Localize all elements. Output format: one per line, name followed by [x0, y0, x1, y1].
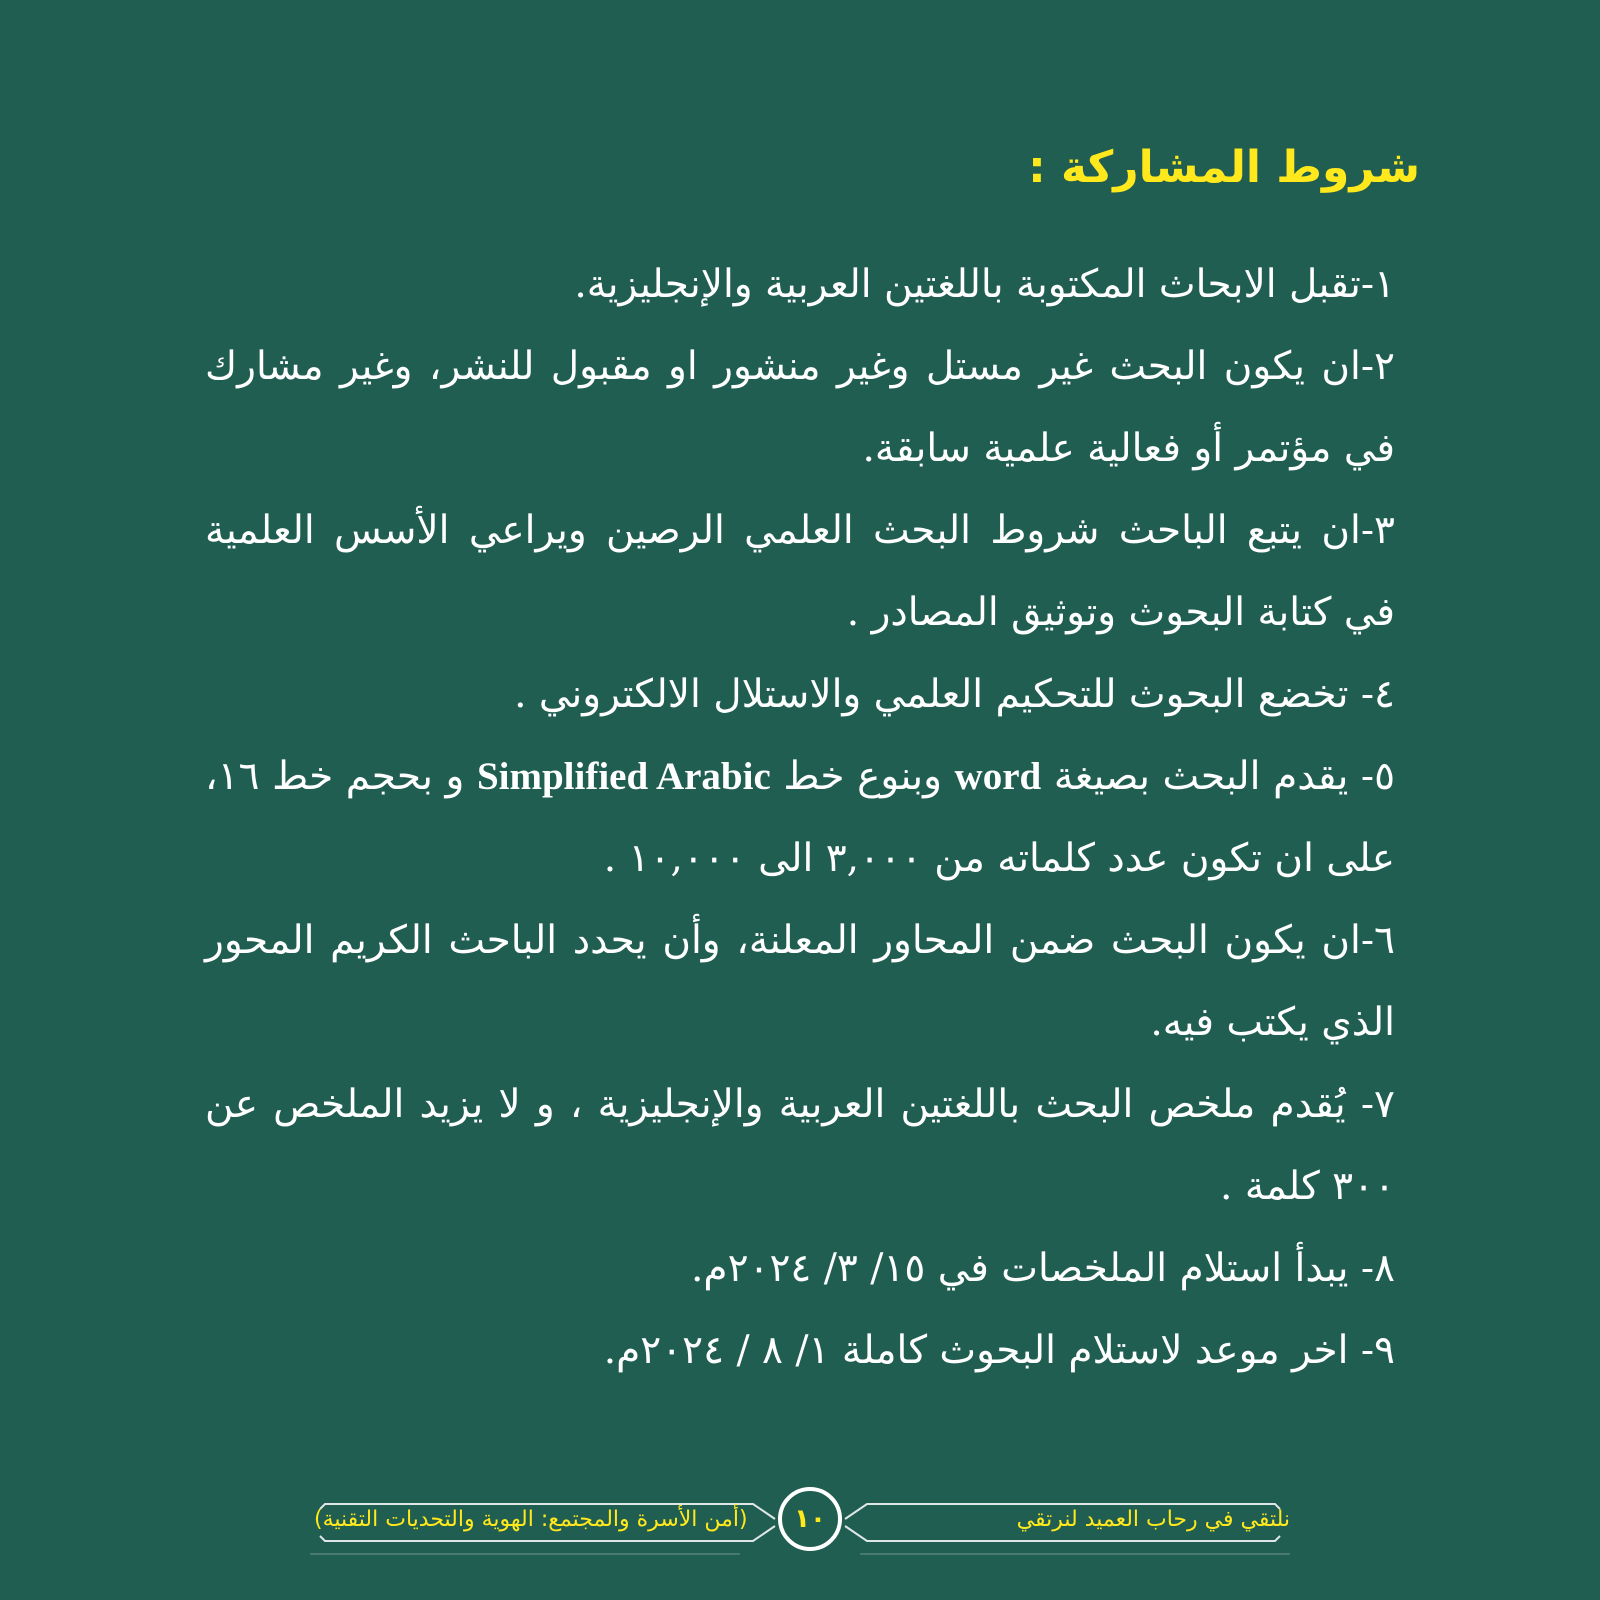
condition-item-9: ٩- اخر موعد لاستلام البحوث كاملة ١/ ٨ / ٢٠٢٤م.	[603, 1328, 1395, 1373]
footer-conference-title: (أمن الأسرة والمجتمع: الهوية والتحديات التقنية)	[314, 1507, 748, 1532]
condition-item-6: ٦-ان يكون البحث ضمن المحاور المعلنة، وأن يحدد الباحث الكريم المحور الذي يكتب فيه.	[205, 918, 1395, 1045]
font-name: Simplified Arabic	[476, 755, 771, 798]
section-title: شروط المشاركة :	[1028, 142, 1420, 193]
page-number-badge: ١٠	[778, 1487, 842, 1551]
condition-item-8: ٨- يبدأ استلام الملخصات في ١٥/ ٣/ ٢٠٢٤م.	[691, 1246, 1395, 1291]
footer-slogan: نلتقي في رحاب العميد لنرتقي	[1016, 1507, 1290, 1532]
condition-5-part-2: وبنوع خط	[783, 754, 942, 799]
condition-item-1: ١-تقبل الابحاث المكتوبة باللغتين العربية والإنجليزية.	[574, 262, 1395, 307]
condition-5-part-1: ٥- يقدم البحث بصيغة	[1053, 754, 1396, 799]
condition-5-part-3: و بحجم خط ١٦، على ان تكون عدد كلماته من ٣,٠٠٠ الى ١٠,٠٠٠ .	[205, 754, 1395, 881]
condition-item-7: ٧- يُقدم ملخص البحث باللغتين العربية والإنجليزية ، و لا يزيد الملخص عن ٣٠٠ كلمة .	[205, 1082, 1395, 1209]
format-word: word	[954, 755, 1042, 798]
conditions-list	[205, 244, 1395, 1392]
condition-item-5	[205, 736, 1395, 900]
footer	[300, 1474, 1300, 1574]
condition-item-2: ٢-ان يكون البحث غير مستل وغير منشور او مقبول للنشر، وغير مشارك في مؤتمر أو فعالية علمية سابقة.	[205, 344, 1395, 471]
condition-item-3: ٣-ان يتبع الباحث شروط البحث العلمي الرصين ويراعي الأسس العلمية في كتابة البحوث وتوثيق المصادر .	[205, 508, 1395, 635]
condition-item-4: ٤- تخضع البحوث للتحكيم العلمي والاستلال الالكتروني .	[514, 672, 1395, 717]
